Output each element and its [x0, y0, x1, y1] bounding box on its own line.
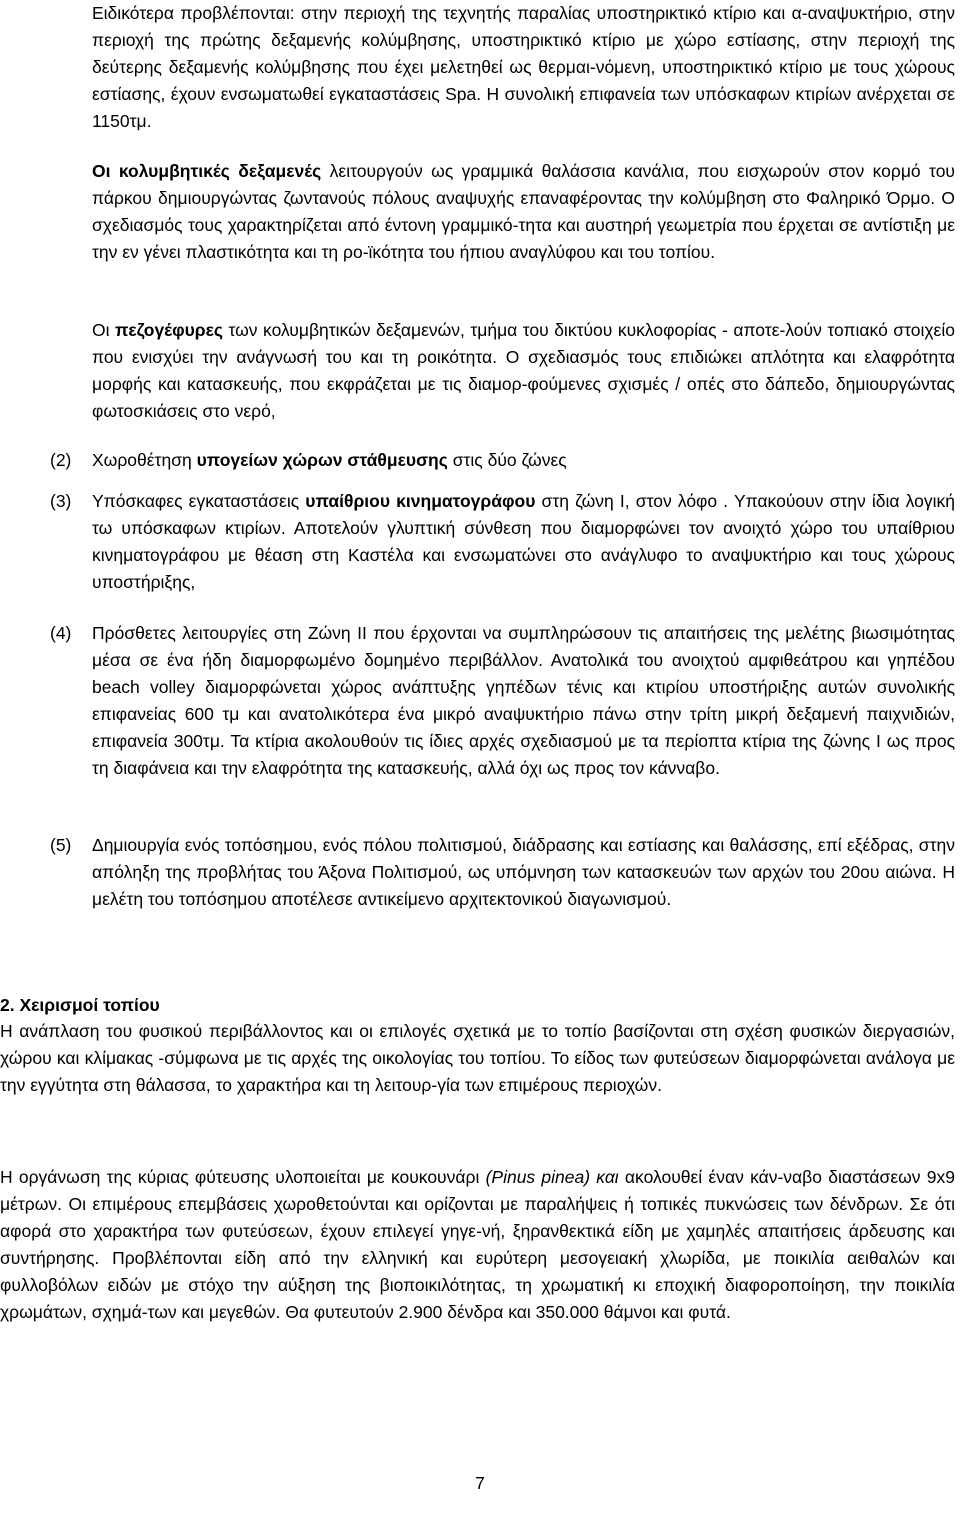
intro-text: Ειδικότερα προβλέπονται: στην περιοχή της τεχνητής παραλίας υποστηρικτικό κτίριο και α-αναψυκτήριο, στην περιοχή της πρώτης δεξαμενής κολύμβησης, υποστηρικτικό κτίριο με χώρο εστίασης, στην περιοχή της δεύτερης δεξαμενής κολύμβησης που έχει μελετηθεί ως θερμαι-νόμενη, υποστηρικτικό κτίριο με τους χώρους εστίασης, έχουν ενσωματωθεί εγκαταστάσεις Spa. Η συνολική επιφανεία των υπόσκαφων κτιρίων ανέρχεται σε 1150τμ. [92, 3, 955, 131]
bridges-bold-term: πεζογέφυρες [114, 320, 224, 340]
item2-post: στις δύο ζώνες [447, 450, 567, 470]
pools-text: λειτουργούν ως γραμμικά θαλάσσια κανάλια, που εισχωρούν στον κορμό του πάρκου δημιουργώντας ζωντανούς πόλους αναψυχής επαναφέροντας την κολύμβηση στο Φαληρικό Όρμο. Ο σχεδιασμός τους χαρακτηρίζεται από έντονη γραμμικό-τητα και αυστηρή γεωμετρία που έρχεται σε αντίστιξη με την εν γένει πλαστικότητα και τη ρο-ϊκότητα του ήπιου αναγλύφου και του τοπίου. [92, 161, 955, 262]
para2-pre: Η οργάνωση της κύριας φύτευσης υλοποιείται με κουκουνάρι [0, 1167, 486, 1187]
bridges-paragraph [92, 317, 955, 425]
pools-bold-term: Οι κολυμβητικές δεξαμενές [92, 161, 322, 181]
item3-bold: υπαίθριου κινηματογράφου [305, 491, 536, 511]
para2-post: ακολουθεί έναν κάν-ναβο διαστάσεων 9x9 μέτρων. Οι επιμέρους επεμβάσεις χωροθετούνται και ορίζονται με παραλήψεις ή τοπικές πυκνώσεις των δένδρων. Σε ότι αφορά στο χαρακτήρα των φυτεύσεων, έχουν επιλεγεί γηγε-νή, ξηρανθεκτικά είδη με χαμηλές απαιτήσεις άρδευσης και συντήρησης. Προβλέπονται είδη από την ελληνική και ευρύτερη μεσογειακή χλωρίδα, με ποικιλία αειθαλών και φυλλοβόλων ειδών με στόχο την αύξηση της βιοποικιλότητας, τη χρωματική κι εποχική διαφοροποίηση, την ποικιλία χρωμάτων, σχημά-των και μεγεθών. Θα φυτευτούν 2.900 δένδρα και 350.000 θάμνοι και φυτά. [0, 1167, 955, 1322]
item2-bold: υπογείων χώρων στάθμευσης [196, 450, 448, 470]
list-number-3: (3) [50, 491, 72, 511]
list-number-5: (5) [50, 835, 72, 855]
bridges-text: των κολυμβητικών δεξαμενών, τμήμα του δικτύου κυκλοφορίας - αποτε-λούν τοπιακό στοιχείο που ενισχύει την ανάγνωσή του και τη ροικότητα. Ο σχεδιασμός τους επιδιώκει απλότητα και ελαφρότητα μορφής και κατασκευής, που εκφράζεται με τις διαμορ-φούμενες σχισμές / οπές στο δάπεδο, δημιουργώντας φωτοσκιάσεις στο νερό, [92, 320, 955, 421]
para2-italic: (Pinus pinea) και [485, 1167, 619, 1187]
page-number: 7 [475, 1473, 485, 1493]
landscape-paragraph-1: Η ανάπλαση του φυσικού περιβάλλοντος και οι επιλογές σχετικά με το τοπίο βασίζονται στη σχέση φυσικών διεργασιών, χώρου και κλίμακας -σύμφωνα με τις αρχές της οικολογίας του τοπίου. Το είδος των φυτεύσεων διαμορφώνεται ανάλογα με την εγγύτητα στη θάλασσα, το χαρακτήρα και τη λειτουρ-γία των επιμέρους περιοχών. [0, 1021, 955, 1095]
item3-pre: Υπόσκαφες εγκαταστάσεις [92, 491, 306, 511]
list-item-5-text: Δημιουργία ενός τοπόσημου, ενός πόλου πολιτισμού, διάδρασης και εστίασης και θαλάσσης, επί εξέδρας, στην απόληξη της προβλήτας του Άξονα Πολιτισμού, ως υπόμνηση των κατασκευών των αρχών του 20ου αιώνα. Η μελέτη του τοπόσημου αποτέλεσε αντικείμενο αρχιτεκτονικού διαγωνισμού. [92, 835, 955, 909]
list-item-2-text [92, 447, 955, 474]
intro-paragraph [92, 0, 955, 135]
list-item-4-text: Πρόσθετες λειτουργίες στη Ζώνη ΙΙ που έρχονται να συμπληρώσουν τις απαιτήσεις της μελέτης βιωσιμότητας μέσα σε ένα ήδη διαμορφωμένο δομημένο περιβάλλον. Ανατολικά του ανοιχτού αμφιθεάτρου και γηπέδου beach volley διαμορφώνεται χώρος ανάπτυξης γηπέδων τένις και κτιρίου υποστήριξης αυτών συνολικής επιφανείας 600 τμ και ανατολικότερα ένα μικρό αναψυκτήριο πάνω στην τρίτη μικρή δεξαμενή παιχνιδιών, επιφανεία 300τμ. Τα κτίρια ακολουθούν τις ίδιες αρχές σχεδιασμού με τα περίοπτα κτίρια της ζώνης Ι ως προς τη διαφάνεια και την ελαφρότητα της κατασκευής, αλλά όχι ως προς τον κάνναβο. [92, 623, 955, 778]
landscape-paragraph-2 [0, 1164, 955, 1326]
section-heading: 2. Χειρισμοί τοπίου [0, 995, 160, 1015]
item2-pre: Χωροθέτηση [92, 450, 197, 470]
bridges-pre: Οι [92, 320, 115, 340]
list-number-2: (2) [50, 450, 72, 470]
pools-paragraph [92, 158, 955, 266]
list-item-3-text [92, 488, 955, 596]
item3-post: στη ζώνη Ι, στον λόφο . Υπακούουν στην ίδια λογική τω υπόσκαφων κτιρίων. Αποτελούν γλυπτική σύνθεση που διαμορφώνει τον ανοιχτό χώρο του υπαίθριου κινηματογράφου με θέαση στη Καστέλα και ενσωματώνει στο ανάγλυφο το αναψυκτήριο και τους χώρους υποστήριξης, [92, 491, 955, 592]
list-number-4: (4) [50, 623, 72, 643]
